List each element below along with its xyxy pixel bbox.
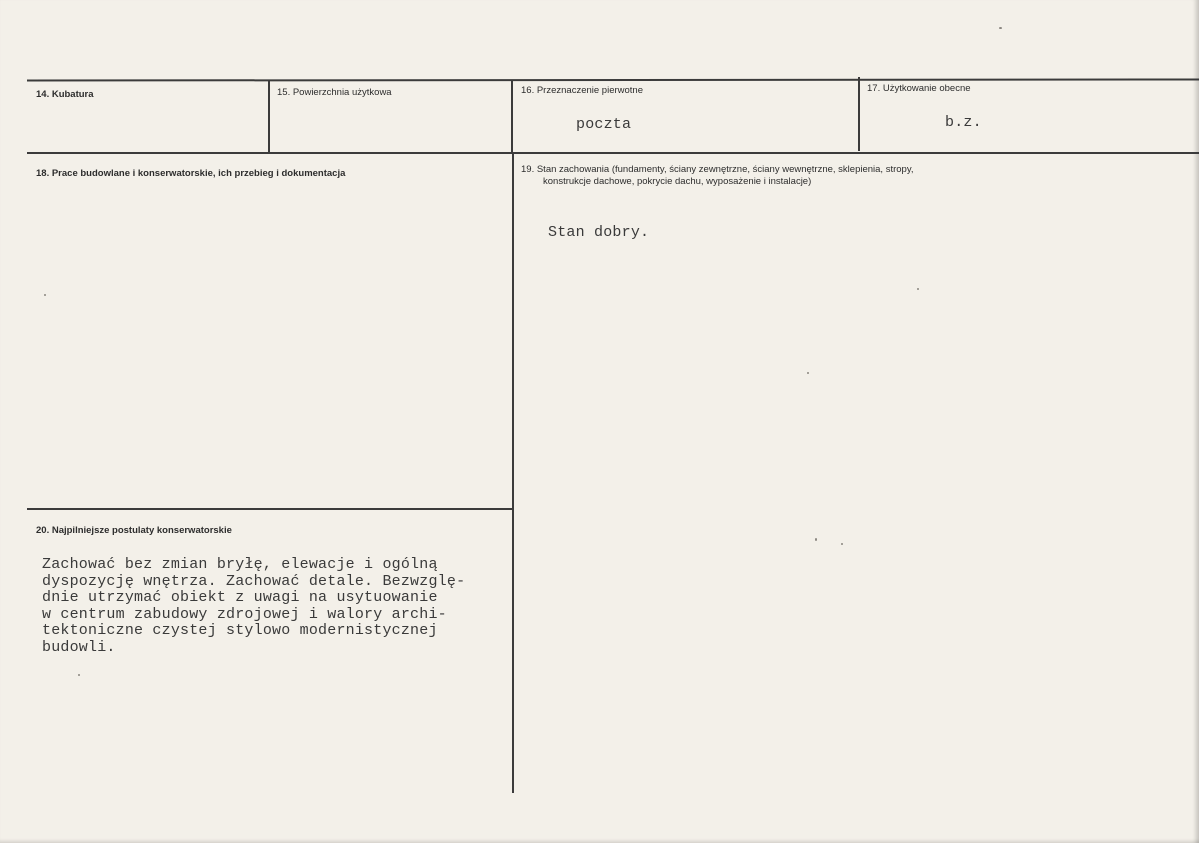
field-19-value: Stan dobry.	[548, 224, 650, 241]
col-divider-lower	[512, 153, 514, 793]
field-20-line: w centrum zabudowy zdrojowej i walory archi-	[42, 605, 447, 623]
field-20-label: 20. Najpilniejsze postulaty konserwatorskie	[36, 525, 232, 536]
paper-speck	[841, 543, 843, 545]
row-divider-rule	[27, 152, 1199, 154]
field-16-value: poczta	[576, 116, 632, 133]
paper-speck	[78, 674, 80, 676]
field-15-label: 15. Powierzchnia użytkowa	[277, 87, 392, 98]
col-divider-16-17	[858, 77, 860, 151]
field-14-label: 14. Kubatura	[36, 89, 94, 100]
paper-speck	[807, 372, 809, 374]
field-20-line: dyspozycję wnętrza. Zachować detale. Bezwzglę-	[42, 572, 466, 590]
paper-speck	[917, 288, 919, 290]
field-20-line: dnie utrzymać obiekt z uwagi na usytuowanie	[42, 589, 438, 606]
field-20-line: tektoniczne czystej stylowo modernistycznej	[42, 622, 438, 639]
field-20-value	[42, 557, 465, 656]
field-20-line: Zachować bez zmian bryłę, elewacje i ogólną	[42, 556, 438, 573]
section-20-top-rule	[27, 508, 512, 510]
field-19-label-line2: konstrukcje dachowe, pokrycie dachu, wyposażenie i instalacje)	[543, 176, 812, 187]
col-divider-14-15	[268, 80, 270, 153]
field-17-label: 17. Użytkowanie obecne	[867, 83, 971, 94]
field-16-label: 16. Przeznaczenie pierwotne	[521, 85, 643, 96]
paper-speck	[815, 538, 817, 541]
field-17-value: b.z.	[945, 114, 982, 131]
field-20-line: budowli.	[42, 638, 116, 656]
col-divider-15-16	[511, 80, 513, 153]
top-rule	[27, 78, 1199, 81]
paper-speck	[44, 294, 46, 296]
field-18-label: 18. Prace budowlane i konserwatorskie, ich przebieg i dokumentacja	[36, 168, 346, 179]
paper-speck	[999, 27, 1002, 29]
field-19-label-line1: 19. Stan zachowania (fundamenty, ściany zewnętrzne, ściany wewnętrzne, sklepienia, stropy,	[521, 164, 914, 175]
